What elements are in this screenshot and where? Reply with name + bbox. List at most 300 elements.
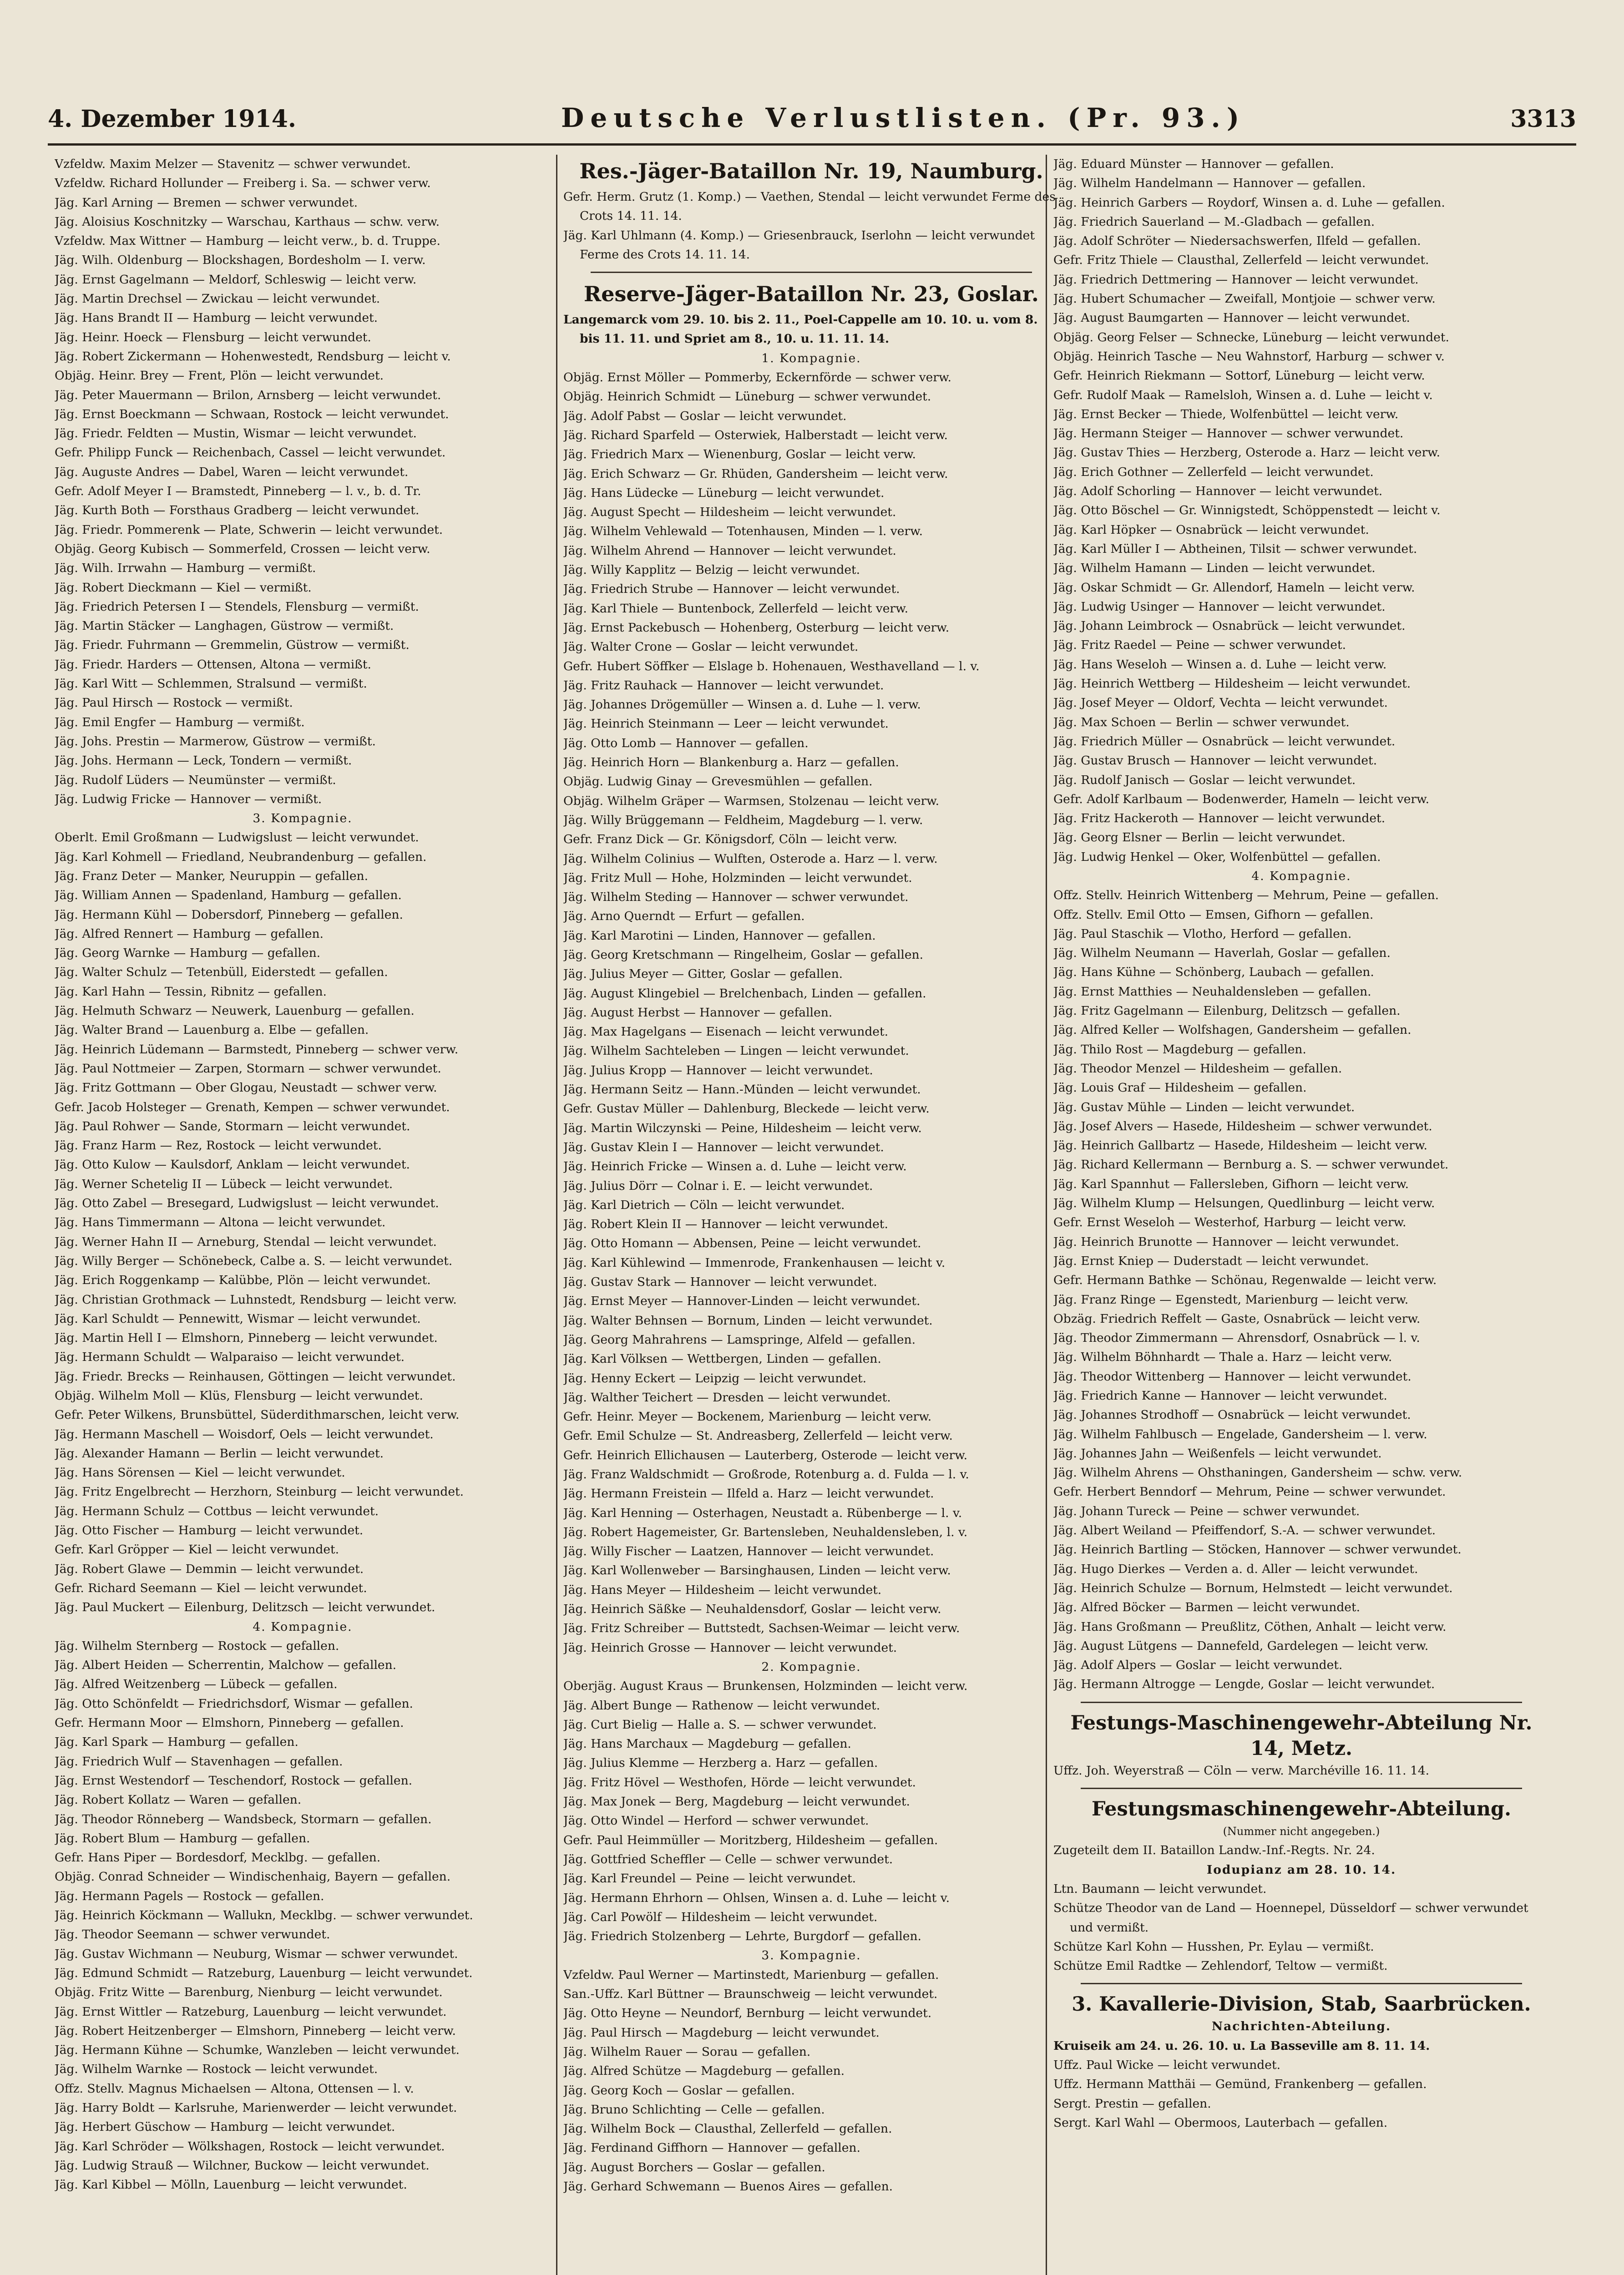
list-entry: Gefr. Peter Wilkens, Brunsbüttel, Süderdithmarschen, leicht verw. xyxy=(55,1408,460,1422)
list-entry: Jäg. Hermann Ehrhorn — Ohlsen, Winsen a. d. Luhe — leicht v. xyxy=(563,1891,950,1905)
list-entry: Jäg. Wilhelm Neumann — Haverlah, Goslar — gefallen. xyxy=(1053,946,1391,961)
list-entry: Jäg. Heinrich Steinmann — Leer — leicht verwundet. xyxy=(563,717,889,731)
list-entry: Jäg. Hans Lüdecke — Lüneburg — leicht verwundet. xyxy=(563,485,885,500)
section-separator xyxy=(591,272,1032,273)
list-entry: Jäg. Otto Lomb — Hannover — gefallen. xyxy=(563,736,809,750)
company-heading: 3. Kompagnie. xyxy=(253,811,353,826)
list-entry: Jäg. Karl Thiele — Buntenbock, Zellerfeld — leicht verw. xyxy=(563,601,909,616)
list-entry: Jäg. Heinrich Brunotte — Hannover — leicht verwundet. xyxy=(1053,1234,1399,1249)
list-entry: Gefr. Rudolf Maak — Ramelsloh, Winsen a. d. Luhe — leicht v. xyxy=(1053,388,1433,402)
list-entry: Offz. Stellv. Emil Otto — Emsen, Gifhorn — gefallen. xyxy=(1053,907,1374,922)
list-entry: Jäg. Karl Kohmell — Friedland, Neubrandenburg — gefallen. xyxy=(55,849,427,864)
list-entry: Jäg. Wilhelm Bock — Clausthal, Zellerfeld — gefallen. xyxy=(563,2122,892,2136)
list-entry: Jäg. Fritz Gagelmann — Eilenburg, Delitzsch — gefallen. xyxy=(1053,1004,1401,1018)
unit-entry-list xyxy=(563,187,1059,264)
list-entry: Schütze Theodor van de Land — Hoennepel, Düsseldorf — schwer verwundet und vermißt. xyxy=(1053,1901,1528,1935)
list-entry: Objäg. Heinrich Tasche — Neu Wahnstorf, Harburg — schwer v. xyxy=(1053,349,1445,364)
list-entry: Jäg. Theodor Wittenberg — Hannover — leicht verwundet. xyxy=(1053,1369,1412,1384)
list-entry: Jäg. Heinrich Wettberg — Hildesheim — leicht verwundet. xyxy=(1053,677,1411,691)
list-entry: Jäg. Hermann Kühne — Schumke, Wanzleben — leicht verwundet. xyxy=(55,2043,460,2058)
list-entry: Jäg. Hermann Freistein — Ilfeld a. Harz — leicht verwundet. xyxy=(563,1486,934,1501)
list-entry: Jäg. Otto Homann — Abbensen, Peine — leicht verwundet. xyxy=(563,1236,921,1251)
list-entry: Jäg. Karl Uhlmann (4. Komp.) — Griesenbrauck, Iserlohn — leicht verwundet Ferme des Crots 14. 11. 14. xyxy=(563,228,1035,262)
list-entry: Jäg. Heinrich Fricke — Winsen a. d. Luhe — leicht verw. xyxy=(563,1159,907,1174)
list-entry: Jäg. Karl Dietrich — Cöln — leicht verwundet. xyxy=(563,1198,845,1212)
list-entry: Jäg. Ludwig Fricke — Hannover — vermißt. xyxy=(55,792,322,806)
list-entry: Jäg. Heinrich Schulze — Bornum, Helmstedt — leicht verwundet. xyxy=(1053,1581,1453,1595)
list-entry: Vzfeldw. Max Wittner — Hamburg — leicht verw., b. d. Truppe. xyxy=(55,234,440,248)
list-entry: Gefr. Hermann Moor — Elmshorn, Pinneberg — gefallen. xyxy=(55,1716,404,1730)
list-entry: Jäg. Karl Freundel — Peine — leicht verwundet. xyxy=(563,1871,856,1886)
list-entry: Sergt. Prestin — gefallen. xyxy=(1053,2096,1211,2111)
list-entry: Jäg. Friedrich Strube — Hannover — leicht verwundet. xyxy=(563,582,900,597)
list-entry: Jäg. Hermann Pagels — Rostock — gefallen. xyxy=(55,1889,324,1903)
list-entry: Jäg. Georg Elsner — Berlin — leicht verwundet. xyxy=(1053,830,1346,845)
list-entry: Jäg. Hans Kühne — Schönberg, Laubach — gefallen. xyxy=(1053,965,1374,980)
list-entry: Jäg. Helmuth Schwarz — Neuwerk, Lauenburg — gefallen. xyxy=(55,1004,415,1018)
list-entry: Jäg. Albert Bunge — Rathenow — leicht verwundet. xyxy=(563,1698,880,1713)
list-entry: Schütze Emil Radtke — Zehlendorf, Teltow — vermißt. xyxy=(1053,1959,1388,1973)
list-entry: Jäg. Johs. Prestin — Marmerow, Güstrow — vermißt. xyxy=(55,734,376,748)
list-entry: Objäg. Georg Kubisch — Sommerfeld, Crossen — leicht verw. xyxy=(55,541,430,556)
list-entry: Jäg. William Annen — Spadenland, Hamburg — gefallen. xyxy=(55,888,402,903)
unit-heading: 3. Kavallerie-Division, Stab, Saarbrücken. xyxy=(1072,1993,1531,2016)
list-entry: Jäg. Otto Windel — Herford — schwer verwundet. xyxy=(563,1814,869,1828)
list-entry: Jäg. Rudolf Lüders — Neumünster — vermißt. xyxy=(55,773,336,787)
list-entry: Jäg. Gerhard Schwemann — Buenos Aires — gefallen. xyxy=(563,2179,893,2194)
list-entry: Jäg. Wilhelm Sternberg — Rostock — gefallen. xyxy=(55,1638,339,1653)
unit-heading: Festungsmaschinengewehr-Abteilung. xyxy=(1091,1798,1512,1821)
list-entry: Jäg. Erich Roggenkamp — Kalübbe, Plön — leicht verwundet. xyxy=(55,1273,431,1288)
list-entry: Obzäg. Friedrich Reffelt — Gaste, Osnabrück — leicht verw. xyxy=(1053,1311,1421,1326)
list-entry: Jäg. Werner Schetelig II — Lübeck — leicht verwundet. xyxy=(55,1177,393,1191)
list-entry: Jäg. Friedr. Brecks — Reinhausen, Göttingen — leicht verwundet. xyxy=(55,1369,456,1384)
list-entry: Jäg. Franz Harm — Rez, Rostock — leicht verwundet. xyxy=(55,1138,382,1153)
list-entry: Gefr. Adolf Meyer I — Bramstedt, Pinneberg — l. v., b. d. Tr. xyxy=(55,484,421,499)
list-entry: Jäg. Ernst Wittler — Ratzeburg, Lauenburg — leicht verwundet. xyxy=(55,2004,447,2019)
list-entry: Jäg. Erich Gothner — Zellerfeld — leicht verwundet. xyxy=(1053,465,1374,479)
list-entry: Jäg. Ferdinand Giffhorn — Hannover — gefallen. xyxy=(563,2141,860,2155)
list-entry: Jäg. Karl Arning — Bremen — schwer verwundet. xyxy=(55,195,358,210)
list-entry: Jäg. Ernst Kniep — Duderstadt — leicht verwundet. xyxy=(1053,1254,1369,1268)
list-entry: Jäg. Wilhelm Colinius — Wulften, Osterode a. Harz — l. verw. xyxy=(563,851,938,866)
list-entry: Jäg. Bruno Schlichting — Celle — gefallen. xyxy=(563,2102,825,2117)
list-entry: Jäg. Willy Fischer — Laatzen, Hannover — leicht verwundet. xyxy=(563,1544,934,1559)
list-entry: Jäg. Paul Hirsch — Magdeburg — leicht verwundet. xyxy=(563,2025,880,2040)
list-entry: Uffz. Paul Wicke — leicht verwundet. xyxy=(1053,2058,1281,2073)
list-entry: Objäg. Heinrich Schmidt — Lüneburg — schwer verwundet. xyxy=(563,389,931,404)
column-2 xyxy=(563,155,1059,2275)
list-entry: Jäg. Karl Henning — Osterhagen, Neustadt a. Rübenberge — l. v. xyxy=(563,1506,962,1520)
list-entry: Jäg. Otto Zabel — Bresegard, Ludwigslust — leicht verwundet. xyxy=(55,1196,439,1211)
list-entry: Jäg. Fritz Engelbrecht — Herzhorn, Steinburg — leicht verwundet. xyxy=(55,1485,464,1499)
list-entry: Jäg. Fritz Raedel — Peine — schwer verwundet. xyxy=(1053,638,1346,652)
list-entry: Jäg. Friedrich Wulf — Stavenhagen — gefallen. xyxy=(55,1754,343,1769)
list-entry: Jäg. Ernst Boeckmann — Schwaan, Rostock — leicht verwundet. xyxy=(55,407,449,421)
list-entry: Jäg. Johs. Hermann — Leck, Tondern — vermißt. xyxy=(55,753,352,768)
unit-entry-list xyxy=(1053,2056,1549,2133)
list-entry: Jäg. Walther Teichert — Dresden — leicht verwundet. xyxy=(563,1390,891,1405)
list-entry: Jäg. Karl Müller I — Abtheinen, Tilsit — schwer verwundet. xyxy=(1053,541,1417,556)
list-entry: Jäg. Eduard Münster — Hannover — gefallen. xyxy=(1053,157,1334,171)
list-entry: Jäg. Karl Spark — Hamburg — gefallen. xyxy=(55,1735,298,1749)
list-entry: Jäg. Hermann Kühl — Dobersdorf, Pinneberg — gefallen. xyxy=(55,907,403,922)
list-entry: Jäg. Kurth Both — Forsthaus Gradberg — leicht verwundet. xyxy=(55,503,420,518)
list-entry: Jäg. Hugo Dierkes — Verden a. d. Aller — leicht verwundet. xyxy=(1053,1562,1418,1576)
list-entry: Jäg. Fritz Hackeroth — Hannover — leicht verwundet. xyxy=(1053,811,1386,826)
list-entry: Jäg. Friedrich Kanne — Hannover — leicht verwundet. xyxy=(1053,1389,1387,1403)
list-entry: Jäg. Max Hagelgans — Eisenach — leicht verwundet. xyxy=(563,1025,889,1039)
list-entry: Jäg. Wilhelm Warnke — Rostock — leicht verwundet. xyxy=(55,2062,378,2077)
list-entry: Jäg. Wilhelm Hamann — Linden — leicht verwundet. xyxy=(1053,561,1376,576)
list-entry: Jäg. Louis Graf — Hildesheim — gefallen. xyxy=(1053,1081,1307,1095)
list-entry: Jäg. Wilhelm Rauer — Sorau — gefallen. xyxy=(563,2044,811,2059)
list-entry: Jäg. Paul Rohwer — Sande, Stormarn — leicht verwundet. xyxy=(55,1119,410,1133)
list-entry: Jäg. Gustav Stark — Hannover — leicht verwundet. xyxy=(563,1275,877,1289)
list-entry: Gefr. Hubert Söffker — Elslage b. Hohenauen, Westhavelland — l. v. xyxy=(563,659,980,673)
list-entry: Jäg. Walter Brand — Lauenburg a. Elbe — gefallen. xyxy=(55,1023,369,1037)
company-heading: 3. Kompagnie. xyxy=(761,1948,861,1963)
list-entry: Jäg. Otto Fischer — Hamburg — leicht verwundet. xyxy=(55,1523,364,1538)
list-entry: Jäg. Ernst Becker — Thiede, Wolfenbüttel — leicht verw. xyxy=(1053,407,1399,421)
list-entry: Jäg. Franz Waldschmidt — Großrode, Rotenburg a. d. Fulda — l. v. xyxy=(563,1467,969,1481)
list-entry: Jäg. Willy Brüggemann — Feldheim, Magdeburg — l. verw. xyxy=(563,813,923,827)
list-entry: Jäg. Erich Schwarz — Gr. Rhüden, Gandersheim — leicht verw. xyxy=(563,466,948,481)
list-entry: Jäg. Gustav Brusch — Hannover — leicht verwundet. xyxy=(1053,753,1377,768)
list-entry: Jäg. Aloisius Koschnitzky — Warschau, Karthaus — schw. verw. xyxy=(55,214,440,229)
list-entry: Jäg. Martin Drechsel — Zwickau — leicht verwundet. xyxy=(55,292,380,306)
list-entry: Jäg. Gustav Thies — Herzberg, Osterode a. Harz — leicht verw. xyxy=(1053,445,1441,460)
section-separator xyxy=(1081,1788,1522,1789)
list-entry: Jäg. Heinrich Lüdemann — Barmstedt, Pinneberg — schwer verw. xyxy=(55,1042,459,1057)
list-entry: Objäg. Fritz Witte — Barenburg, Nienburg — leicht verwundet. xyxy=(55,1985,443,2000)
list-entry: Jäg. Richard Sparfeld — Osterwiek, Halberstadt — leicht verw. xyxy=(563,428,948,442)
list-entry: Jäg. Albert Weiland — Pfeiffendorf, S.-A. — schwer verwundet. xyxy=(1053,1523,1436,1538)
list-entry: Jäg. Wilhelm Vehlewald — Totenhausen, Minden — l. verw. xyxy=(563,524,923,539)
list-entry: Jäg. Ludwig Strauß — Wilchner, Buckow — leicht verwundet. xyxy=(55,2158,430,2173)
list-entry: Jäg. Herbert Güschow — Hamburg — leicht verwundet. xyxy=(55,2120,395,2134)
list-entry: Jäg. Heinr. Hoeck — Flensburg — leicht verwundet. xyxy=(55,330,371,344)
list-entry: Jäg. Otto Heyne — Neundorf, Bernburg — leicht verwundet. xyxy=(563,2006,932,2021)
list-entry: Jäg. August Klingebiel — Brelchenbach, Linden — gefallen. xyxy=(563,986,926,1001)
list-entry: Gefr. Paul Heimmüller — Moritzberg, Hildesheim — gefallen. xyxy=(563,1833,938,1847)
list-entry: Jäg. Julius Meyer — Gitter, Goslar — gefallen. xyxy=(563,967,843,981)
list-entry: Jäg. August Borchers — Goslar — gefallen. xyxy=(563,2160,825,2174)
list-entry: Jäg. Hermann Seitz — Hann.-Münden — leicht verwundet. xyxy=(563,1082,921,1097)
list-entry: Jäg. Otto Schönfeldt — Friedrichsdorf, Wismar — gefallen. xyxy=(55,1696,413,1711)
list-entry: Jäg. Friedr. Pommerenk — Plate, Schwerin — leicht verwundet. xyxy=(55,522,443,537)
list-entry: Schütze Karl Kohn — Husshen, Pr. Eylau — vermißt. xyxy=(1053,1939,1374,1954)
list-entry: Jäg. Willy Kapplitz — Belzig — leicht verwundet. xyxy=(563,563,860,577)
list-entry: Jäg. Hans Meyer — Hildesheim — leicht verwundet. xyxy=(563,1582,882,1597)
list-entry: Jäg. Gustav Klein I — Hannover — leicht verwundet. xyxy=(563,1140,884,1154)
list-entry: Jäg. Gottfried Scheffler — Celle — schwer verwundet. xyxy=(563,1852,893,1866)
section-separator xyxy=(1081,1983,1522,1984)
list-entry: Jäg. Karl Kibbel — Mölln, Lauenburg — leicht verwundet. xyxy=(55,2178,407,2192)
list-entry: Jäg. Martin Hell I — Elmshorn, Pinneberg — leicht verwundet. xyxy=(55,1331,438,1345)
unit-heading: Festungs-Maschinengewehr-Abteilung Nr. 14, Metz. xyxy=(1070,1711,1533,1760)
company-heading: 4. Kompagnie. xyxy=(1251,869,1351,883)
list-entry: Jäg. Josef Meyer — Oldorf, Vechta — leicht verwundet. xyxy=(1053,696,1388,710)
list-entry: Jäg. Wilhelm Ahrend — Hannover — leicht verwundet. xyxy=(563,543,896,558)
list-entry: Gefr. Herm. Grutz (1. Komp.) — Vaethen, Stendal — leicht verwundet Ferme des Crots 14. 11. 14. xyxy=(563,190,1056,223)
list-entry: Jäg. Martin Wilczynski — Peine, Hildesheim — leicht verw. xyxy=(563,1121,922,1135)
list-entry: Jäg. Fritz Schreiber — Buttstedt, Sachsen-Weimar — leicht verw. xyxy=(563,1621,960,1636)
list-entry: Jäg. Martin Stäcker — Langhagen, Güstrow — vermißt. xyxy=(55,619,394,633)
list-entry: Jäg. Hans Weseloh — Winsen a. d. Luhe — leicht verw. xyxy=(1053,657,1387,672)
list-entry: Jäg. Heinrich Garbers — Roydorf, Winsen a. d. Luhe — gefallen. xyxy=(1053,195,1445,210)
list-entry: Jäg. Ernst Meyer — Hannover-Linden — leicht verwundet. xyxy=(563,1294,921,1309)
list-entry: Gefr. Hans Piper — Bordesdorf, Mecklbg. — gefallen. xyxy=(55,1850,381,1865)
list-entry: Jäg. Heinrich Köckmann — Wallukn, Mecklbg. — schwer verwundet. xyxy=(55,1908,473,1923)
unit-note: (Nummer nicht angegeben.) xyxy=(1223,1825,1380,1838)
list-entry: Jäg. Rudolf Janisch — Goslar — leicht verwundet. xyxy=(1053,773,1356,787)
list-entry: Jäg. Heinrich Horn — Blankenburg a. Harz — gefallen. xyxy=(563,755,899,770)
list-entry: Jäg. Paul Hirsch — Rostock — vermißt. xyxy=(55,696,293,710)
list-entry: Uffz. Joh. Weyerstraß — Cöln — verw. Marchéville 16. 11. 14. xyxy=(1053,1763,1430,1778)
list-entry: Jäg. Robert Hagemeister, Gr. Bartensleben, Neuhaldensleben, l. v. xyxy=(563,1525,968,1539)
list-entry: Jäg. Hubert Schumacher — Zweifall, Montjoie — schwer verw. xyxy=(1053,292,1436,306)
list-entry: Jäg. Johannes Strodhoff — Osnabrück — leicht verwundet. xyxy=(1053,1408,1411,1422)
list-entry: Jäg. Karl Schröder — Wölkshagen, Rostock — leicht verwundet. xyxy=(55,2139,445,2154)
list-entry: Jäg. Wilh. Oldenburg — Blockshagen, Bordesholm — I. verw. xyxy=(55,253,426,268)
list-entry: Gefr. Heinrich Ellichausen — Lauterberg, Osterode — leicht verw. xyxy=(563,1448,968,1462)
list-entry: Jäg. Heinrich Säßke — Neuhaldensdorf, Goslar — leicht verw. xyxy=(563,1602,941,1617)
list-entry: Oberlt. Emil Großmann — Ludwigslust — leicht verwundet. xyxy=(55,830,419,845)
list-entry: Jäg. Friedrich Stolzenberg — Lehrte, Burgdorf — gefallen. xyxy=(563,1929,921,1944)
list-entry: Gefr. Richard Seemann — Kiel — leicht verwundet. xyxy=(55,1581,367,1595)
list-entry: Jäg. Friedrich Petersen I — Stendels, Flensburg — vermißt. xyxy=(55,599,419,614)
list-entry: Jäg. Heinrich Gallbartz — Hasede, Hildesheim — leicht verw. xyxy=(1053,1138,1427,1153)
list-entry: Gefr. Gustav Müller — Dahlenburg, Bleckede — leicht verw. xyxy=(563,1102,930,1116)
unit-attachment: Zugeteilt dem II. Bataillon Landw.-Inf.-Regts. Nr. 24. xyxy=(1053,1843,1375,1858)
list-entry: Jäg. Ernst Packebusch — Hohenberg, Osterburg — leicht verw. xyxy=(563,620,950,635)
list-entry: Oberjäg. August Kraus — Brunkensen, Holzminden — leicht verw. xyxy=(563,1679,968,1694)
list-entry: Jäg. Ludwig Usinger — Hannover — leicht verwundet. xyxy=(1053,599,1386,614)
list-entry: Jäg. Karl Marotini — Linden, Hannover — gefallen. xyxy=(563,928,876,943)
list-entry: Jäg. Henny Eckert — Leipzig — leicht verwundet. xyxy=(563,1371,867,1385)
list-entry: Jäg. Friedrich Müller — Osnabrück — leicht verwundet. xyxy=(1053,734,1396,748)
list-entry: Jäg. Emil Engfer — Hamburg — vermißt. xyxy=(55,715,305,729)
list-entry: Jäg. Walter Schulz — Tetenbüll, Eiderstedt — gefallen. xyxy=(55,965,388,980)
list-entry: Jäg. Richard Kellermann — Bernburg a. S. — schwer verwundet. xyxy=(1053,1158,1449,1172)
list-entry: Jäg. August Baumgarten — Hannover — leicht verwundet. xyxy=(1053,311,1410,325)
list-entry: Jäg. Johannes Jahn — Weißenfels — leicht verwundet. xyxy=(1053,1446,1382,1461)
list-entry: Jäg. Paul Staschik — Vlotho, Herford — gefallen. xyxy=(1053,926,1352,941)
company-heading: 4. Kompagnie. xyxy=(253,1619,353,1634)
list-entry: Jäg. Ludwig Henkel — Oker, Wolfenbüttel — gefallen. xyxy=(1053,849,1381,864)
list-entry: Jäg. Robert Kollatz — Waren — gefallen. xyxy=(55,1793,302,1807)
list-entry: Jäg. Willy Berger — Schönebeck, Calbe a. S. — leicht verwundet. xyxy=(55,1254,453,1268)
list-entry: Jäg. Gustav Mühle — Linden — leicht verwundet. xyxy=(1053,1100,1355,1114)
list-entry: Jäg. Gustav Wichmann — Neuburg, Wismar — schwer verwundet. xyxy=(55,1946,458,1961)
column-3 xyxy=(1053,155,1549,2275)
list-entry: Jäg. Alfred Schütze — Magdeburg — gefallen. xyxy=(563,2064,845,2078)
unit-entry-list xyxy=(1053,155,1549,1694)
unit-place-date: Iodupianz am 28. 10. 14. xyxy=(1206,1862,1396,1877)
list-entry: Jäg. Julius Klemme — Herzberg a. Harz — gefallen. xyxy=(563,1756,878,1770)
list-entry: Jäg. Walter Behnsen — Bornum, Linden — leicht verwundet. xyxy=(563,1313,933,1328)
list-entry: Jäg. Friedrich Marx — Wienenburg, Goslar — leicht verw. xyxy=(563,447,916,462)
list-entry: Gefr. Heinrich Riekmann — Sottorf, Lüneburg — leicht verw. xyxy=(1053,369,1425,383)
list-entry: Jäg. Friedrich Dettmering — Hannover — leicht verwundet. xyxy=(1053,272,1419,287)
list-entry: Jäg. Ernst Gagelmann — Meldorf, Schleswig — leicht verw. xyxy=(55,272,417,287)
list-entry: Jäg. Georg Koch — Goslar — gefallen. xyxy=(563,2083,795,2098)
list-entry: Jäg. Werner Hahn II — Arneburg, Stendal — leicht verwundet. xyxy=(55,1234,437,1249)
list-entry: Gefr. Herbert Benndorf — Mehrum, Peine — schwer verwundet. xyxy=(1053,1485,1446,1499)
list-entry: Gefr. Fritz Thiele — Clausthal, Zellerfeld — leicht verwundet. xyxy=(1053,253,1429,268)
list-entry: Jäg. Theodor Menzel — Hildesheim — gefallen. xyxy=(1053,1061,1342,1076)
list-entry: Gefr. Jacob Holsteger — Grenath, Kempen — schwer verwundet. xyxy=(55,1100,450,1114)
list-entry: Gefr. Emil Schulze — St. Andreasberg, Zellerfeld — leicht verw. xyxy=(563,1429,953,1443)
list-entry: San.-Uffz. Karl Büttner — Braunschweig — leicht verwundet. xyxy=(563,1987,938,2002)
list-entry: Jäg. Adolf Schorling — Hannover — leicht verwundet. xyxy=(1053,484,1383,499)
list-entry: Ltn. Baumann — leicht verwundet. xyxy=(1053,1881,1267,1896)
list-entry: Gefr. Heinr. Meyer — Bockenem, Marienburg — leicht verw. xyxy=(563,1410,932,1424)
list-entry: Jäg. Peter Mauermann — Brilon, Arnsberg — leicht verwundet. xyxy=(55,388,441,402)
list-entry: Jäg. Edmund Schmidt — Ratzeburg, Lauenburg — leicht verwundet. xyxy=(55,1966,473,1980)
list-entry: Jäg. Albert Heiden — Scherrentin, Malchow — gefallen. xyxy=(55,1658,397,1673)
list-entry: Jäg. Alfred Böcker — Barmen — leicht verwundet. xyxy=(1053,1600,1361,1615)
list-entry: Jäg. Hans Timmermann — Altona — leicht verwundet. xyxy=(55,1215,386,1230)
list-entry: Jäg. Thilo Rost — Magdeburg — gefallen. xyxy=(1053,1042,1306,1057)
list-entry: Jäg. Robert Heitzenberger — Elmshorn, Pinneberg — leicht verw. xyxy=(55,2023,456,2038)
list-entry: Jäg. Karl Höpker — Osnabrück — leicht verwundet. xyxy=(1053,522,1369,537)
list-entry: Jäg. Max Schoen — Berlin — schwer verwundet. xyxy=(1053,715,1350,729)
list-entry: Jäg. Karl Witt — Schlemmen, Stralsund — vermißt. xyxy=(55,677,367,691)
column-1 xyxy=(55,155,551,2275)
page-number: 3313 xyxy=(1510,105,1576,133)
list-entry: Offz. Stellv. Magnus Michaelsen — Altona, Ottensen — l. v. xyxy=(55,2081,414,2096)
list-entry: Jäg. Hans Großmann — Preußlitz, Cöthen, Anhalt — leicht verw. xyxy=(1053,1619,1447,1634)
list-entry: Offz. Stellv. Heinrich Wittenberg — Mehrum, Peine — gefallen. xyxy=(1053,888,1439,903)
list-entry: Jäg. Auguste Andres — Dabel, Waren — leicht verwundet. xyxy=(55,465,409,479)
list-entry: Gefr. Karl Gröpper — Kiel — leicht verwundet. xyxy=(55,1542,339,1557)
list-entry: Gefr. Philipp Funck — Reichenbach, Cassel — leicht verwundet. xyxy=(55,445,446,460)
list-entry: Jäg. Hermann Maschell — Woisdorf, Oels — leicht verwundet. xyxy=(55,1427,434,1441)
list-entry: Jäg. August Specht — Hildesheim — leicht verwundet. xyxy=(563,505,896,520)
list-entry: Jäg. Johann Leimbrock — Osnabrück — leicht verwundet. xyxy=(1053,619,1406,633)
list-entry: Jäg. Johann Tureck — Peine — schwer verwundet. xyxy=(1053,1504,1360,1518)
list-entry: Gefr. Adolf Karlbaum — Bodenwerder, Hameln — leicht verw. xyxy=(1053,792,1430,806)
list-entry: Jäg. Max Jonek — Berg, Magdeburg — leicht verwundet. xyxy=(563,1795,910,1809)
list-entry: Jäg. Julius Dörr — Colnar i. E. — leicht verwundet. xyxy=(563,1178,873,1193)
unit-subheading: Nachrichten-Abteilung. xyxy=(1211,2019,1391,2034)
list-entry: Jäg. Theodor Rönneberg — Wandsbeck, Stormarn — gefallen. xyxy=(55,1812,432,1826)
list-entry: Jäg. Friedrich Sauerland — M.-Gladbach — gefallen. xyxy=(1053,214,1375,229)
list-entry: Jäg. August Herbst — Hannover — gefallen. xyxy=(563,1005,833,1020)
list-entry: Jäg. Karl Völksen — Wettbergen, Linden — gefallen. xyxy=(563,1352,881,1366)
list-entry: Jäg. Robert Glawe — Demmin — leicht verwundet. xyxy=(55,1562,364,1576)
list-entry: Jäg. Karl Kühlewind — Immenrode, Frankenhausen — leicht v. xyxy=(563,1255,946,1270)
list-entry: Jäg. Fritz Mull — Hohe, Holzminden — leicht verwundet. xyxy=(563,870,912,885)
list-entry: Jäg. Alfred Weitzenberg — Lübeck — gefallen. xyxy=(55,1677,338,1692)
list-entry: Jäg. Wilhelm Handelmann — Hannover — gefallen. xyxy=(1053,176,1366,191)
list-entry: Sergt. Karl Wahl — Obermoos, Lauterbach — gefallen. xyxy=(1053,2115,1388,2130)
list-entry: Jäg. Adolf Schröter — Niedersachswerfen, Ilfeld — gefallen. xyxy=(1053,234,1421,248)
unit-entry-list xyxy=(563,349,1059,2197)
unit-heading: Res.-Jäger-Bataillon Nr. 19, Naumburg. xyxy=(579,159,1043,183)
header-title: Deutsche Verlustlisten. (Pr. 93.) xyxy=(561,102,1246,133)
unit-entry-list xyxy=(1053,1880,1549,1976)
list-entry: Jäg. Theodor Zimmermann — Ahrensdorf, Osnabrück — l. v. xyxy=(1053,1331,1420,1345)
list-entry: Jäg. Wilhelm Steding — Hannover — schwer verwundet. xyxy=(563,890,909,905)
list-entry: Objäg. Ernst Möller — Pommerby, Eckernförde — schwer verw. xyxy=(563,370,951,385)
list-entry: Jäg. Friedr. Harders — Ottensen, Altona — vermißt. xyxy=(55,657,371,672)
list-entry: Jäg. Karl Wollenweber — Barsinghausen, Linden — leicht verw. xyxy=(563,1563,951,1578)
list-entry: Jäg. Otto Kulow — Kaulsdorf, Anklam — leicht verwundet. xyxy=(55,1158,410,1172)
list-entry: Jäg. Wilhelm Sachteleben — Lingen — leicht verwundet. xyxy=(563,1044,909,1058)
list-entry: Objäg. Ludwig Ginay — Grevesmühlen — gefallen. xyxy=(563,774,873,789)
list-entry: Jäg. Christian Grothmack — Luhnstedt, Rendsburg — leicht verw. xyxy=(55,1292,457,1307)
list-entry: Jäg. Robert Klein II — Hannover — leicht verwundet. xyxy=(563,1217,888,1232)
list-entry: Jäg. Alfred Rennert — Hamburg — gefallen. xyxy=(55,926,324,941)
list-entry: Jäg. Wilhelm Klump — Helsungen, Quedlinburg — leicht verw. xyxy=(1053,1196,1435,1211)
list-entry: Gefr. Hermann Bathke — Schönau, Regenwalde — leicht verw. xyxy=(1053,1273,1437,1288)
list-entry: Jäg. Wilhelm Ahrens — Ohsthaningen, Gandersheim — schw. verw. xyxy=(1053,1466,1462,1480)
list-entry: Objäg. Wilhelm Gräper — Warmsen, Stolzenau — leicht verw. xyxy=(563,794,940,808)
header-date: 4. Dezember 1914. xyxy=(48,105,296,133)
list-entry: Jäg. Wilhelm Fahlbusch — Engelade, Gandersheim — l. verw. xyxy=(1053,1427,1427,1441)
list-entry: Objäg. Heinr. Brey — Frent, Plön — leicht verwundet. xyxy=(55,369,384,383)
list-entry: Jäg. Robert Dieckmann — Kiel — vermißt. xyxy=(55,580,312,595)
list-entry: Jäg. Paul Nottmeier — Zarpen, Stormarn — schwer verwundet. xyxy=(55,1061,441,1076)
list-entry: Jäg. Curt Bielig — Halle a. S. — schwer verwundet. xyxy=(563,1717,877,1732)
list-entry: Jäg. Friedr. Fuhrmann — Gremmelin, Güstrow — vermißt. xyxy=(55,638,410,652)
company-heading: 1. Kompagnie. xyxy=(761,351,861,365)
list-entry: Jäg. Georg Kretschmann — Ringelheim, Goslar — gefallen. xyxy=(563,947,924,962)
list-entry: Jäg. Julius Kropp — Hannover — leicht verwundet. xyxy=(563,1063,873,1077)
list-entry: Objäg. Conrad Schneider — Windischenhaig, Bayern — gefallen. xyxy=(55,1870,451,1884)
list-entry: Jäg. Arno Querndt — Erfurt — gefallen. xyxy=(563,909,805,924)
list-entry: Jäg. Ernst Matthies — Neuhaldensleben — gefallen. xyxy=(1053,984,1371,999)
list-entry: Jäg. Fritz Hövel — Westhofen, Hörde — leicht verwundet. xyxy=(563,1775,916,1790)
list-entry: Jäg. Heinrich Bartling — Stöcken, Hannover — schwer verwundet. xyxy=(1053,1542,1462,1557)
list-entry: Jäg. Wilhelm Böhnhardt — Thale a. Harz — leicht verw. xyxy=(1053,1350,1392,1365)
list-entry: Jäg. Wilh. Irrwahn — Hamburg — vermißt. xyxy=(55,561,316,576)
list-entry: Jäg. Robert Blum — Hamburg — gefallen. xyxy=(55,1831,310,1845)
list-entry: Gefr. Franz Dick — Gr. Königsdorf, Cöln — leicht verw. xyxy=(563,832,897,847)
list-entry: Jäg. Adolf Pabst — Goslar — leicht verwundet. xyxy=(563,409,847,423)
company-heading: 2. Kompagnie. xyxy=(761,1659,861,1674)
list-entry: Jäg. Hans Sörensen — Kiel — leicht verwundet. xyxy=(55,1466,345,1480)
list-entry: Vzfeldw. Paul Werner — Martinstedt, Marienburg — gefallen. xyxy=(563,1967,939,1982)
list-entry: Jäg. Carl Powölf — Hildesheim — leicht verwundet. xyxy=(563,1910,878,1924)
list-entry: Jäg. Karl Spannhut — Fallersleben, Gifhorn — leicht verw. xyxy=(1053,1177,1409,1191)
section-separator xyxy=(1081,1702,1522,1703)
list-entry: Jäg. Josef Alvers — Hasede, Hildesheim — schwer verwundet. xyxy=(1053,1119,1432,1133)
list-entry: Jäg. Theodor Seemann — schwer verwundet. xyxy=(55,1927,330,1942)
list-entry: Gefr. Ernst Weseloh — Westerhof, Harburg — leicht verw. xyxy=(1053,1215,1406,1230)
unit-place-date: Kruiseik am 24. u. 26. 10. u. La Basseville am 8. 11. 14. xyxy=(1053,2038,1430,2053)
list-entry: Jäg. Ernst Westendorf — Teschendorf, Rostock — gefallen. xyxy=(55,1773,413,1788)
column-divider xyxy=(556,155,557,2275)
list-entry: Jäg. Hermann Steiger — Hannover — schwer verwundet. xyxy=(1053,426,1404,441)
list-entry: Vzfeldw. Richard Hollunder — Freiberg i. Sa. — schwer verw. xyxy=(55,176,431,191)
list-entry: Jäg. Alfred Keller — Wolfshagen, Gandersheim — gefallen. xyxy=(1053,1023,1412,1037)
list-entry: Jäg. Otto Böschel — Gr. Winnigstedt, Schöppenstedt — leicht v. xyxy=(1053,503,1441,518)
page-header xyxy=(48,102,1576,146)
list-entry: Jäg. Walter Crone — Goslar — leicht verwundet. xyxy=(563,640,859,654)
list-entry: Jäg. Georg Warnke — Hamburg — gefallen. xyxy=(55,946,321,961)
list-entry: Jäg. Hans Brandt II — Hamburg — leicht verwundet. xyxy=(55,311,378,325)
list-entry: Objäg. Wilhelm Moll — Klüs, Flensburg — leicht verwundet. xyxy=(55,1389,423,1403)
list-entry: Jäg. Alexander Hamann — Berlin — leicht verwundet. xyxy=(55,1446,384,1461)
list-entry: Jäg. Franz Ringe — Egenstedt, Marienburg — leicht verw. xyxy=(1053,1292,1409,1307)
list-entry: Jäg. Hans Marchaux — Magdeburg — gefallen. xyxy=(563,1737,851,1751)
list-entry: Jäg. Robert Zickermann — Hohenwestedt, Rendsburg — leicht v. xyxy=(55,349,451,364)
list-entry: Jäg. Franz Deter — Manker, Neuruppin — gefallen. xyxy=(55,869,369,883)
